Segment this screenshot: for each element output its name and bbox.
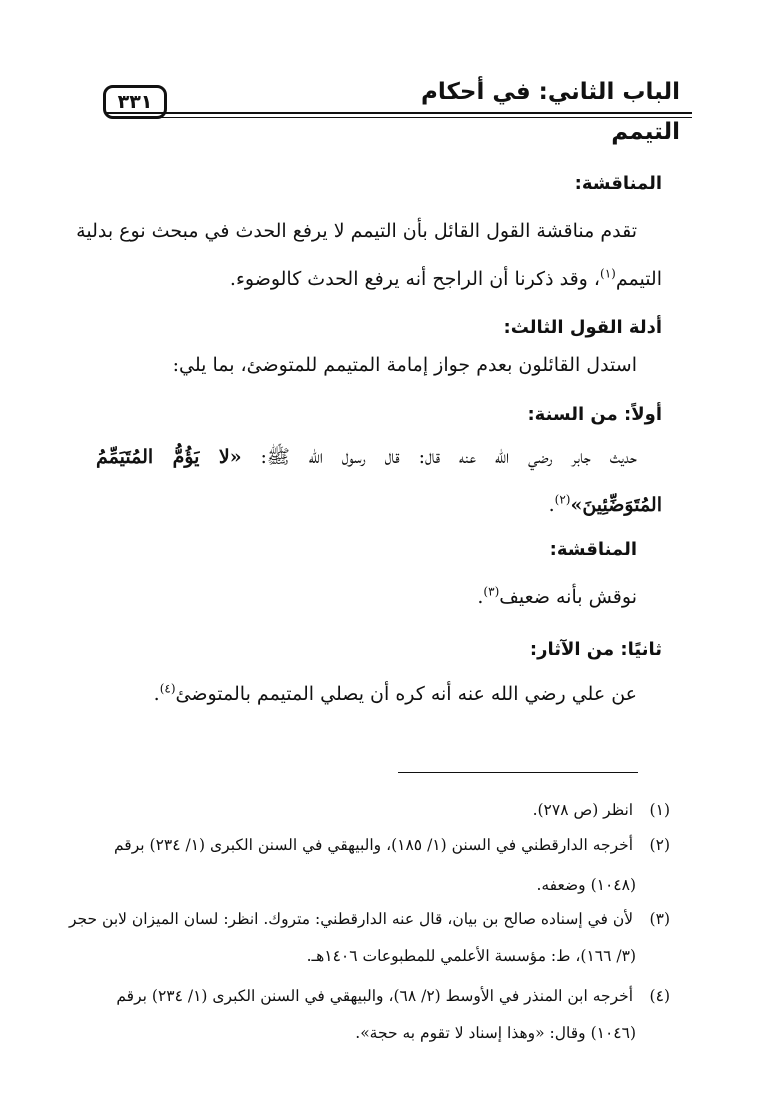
footnote-ref: (٤): [159, 681, 176, 696]
header-rule: [105, 112, 692, 114]
text-run: حديث جابر رضي الله عنه قال: قال رسول الله ﷺ:: [241, 446, 637, 468]
text-run: .: [548, 494, 555, 516]
footnote-ref: (١): [600, 266, 616, 281]
footnote-text: انظر (ص ٢٧٨).: [532, 801, 634, 819]
footnote: [90, 981, 670, 1011]
hadith-quote: المُتَوَضِّئِينَ»: [570, 494, 662, 516]
footnote-number: (٣): [649, 910, 670, 928]
footnote-continuation: (١٠٤٦) وقال: «وهذا إسناد لا تقوم به حجة».: [355, 1024, 636, 1042]
text-run: عن علي رضي الله عنه أنه كره أن يصلي المتيمم بالمتوضئ: [175, 683, 637, 705]
hadith-line: [96, 440, 637, 474]
footnote-ref: (٣): [483, 584, 500, 599]
running-header-title: الباب الثاني: في أحكام التيمم: [421, 79, 680, 145]
text-run: التيمم: [615, 268, 662, 290]
hadith-quote: «لا يَؤُمُّ المُتَيَمِّمُ: [96, 446, 242, 468]
munaqasha-heading: المناقشة:: [549, 539, 637, 560]
footnote-text: أخرجه الدارقطني في السنن (١/ ١٨٥)، والبيهقي في السنن الكبرى (١/ ٢٣٤) برقم: [113, 836, 634, 854]
paragraph-line: [96, 677, 637, 711]
footnote-continuation: (٣/ ١٦٦)، ط: مؤسسة الأعلمي للمطبوعات ١٤٠٦هـ.: [306, 947, 636, 965]
paragraph-line: تقدم مناقشة القول القائل بأن التيمم لا يرفع الحدث في مبحث نوع بدلية: [76, 220, 637, 242]
paragraph-line: استدل القائلون بعدم جواز إمامة المتيمم للمتوضئ، بما يلي:: [172, 354, 637, 376]
section-heading: أولاً: من السنة:: [527, 404, 662, 425]
footnote: [90, 830, 670, 860]
footnote: [90, 795, 670, 825]
hadith-line: [96, 488, 662, 522]
footnote-number: (١): [649, 801, 670, 819]
page-number-badge: ٣٣١: [103, 85, 167, 119]
munaqasha-heading: المناقشة:: [574, 173, 662, 194]
footnote: [68, 904, 670, 934]
paragraph-line: [96, 262, 662, 296]
footnote-number: (٢): [649, 836, 670, 854]
footnote-text: لأن في إسناده صالح بن بيان، قال عنه الدارقطني: متروك. انظر: لسان الميزان لابن حجر: [68, 910, 634, 928]
section-heading: ثانيًا: من الآثار:: [529, 639, 662, 660]
text-run: ، وقد ذكرنا أن الراجح أنه يرفع الحدث كالوضوء.: [229, 268, 600, 290]
footnote-continuation: (١٠٤٨) وضعفه.: [536, 876, 636, 894]
text-run: نوقش بأنه ضعيف: [499, 586, 637, 608]
paragraph-line: [96, 580, 637, 614]
footnote-ref: (٢): [554, 492, 571, 507]
text-run: .: [477, 586, 484, 608]
footnote-separator: [398, 772, 638, 773]
text-run: .: [153, 683, 160, 705]
header-rule-thin: [160, 117, 692, 118]
footnote-text: أخرجه ابن المنذر في الأوسط (٢/ ٦٨)، والبيهقي في السنن الكبرى (١/ ٢٣٤) برقم: [116, 987, 634, 1005]
section-heading: أدلة القول الثالث:: [503, 317, 662, 338]
footnote-number: (٤): [649, 987, 670, 1005]
